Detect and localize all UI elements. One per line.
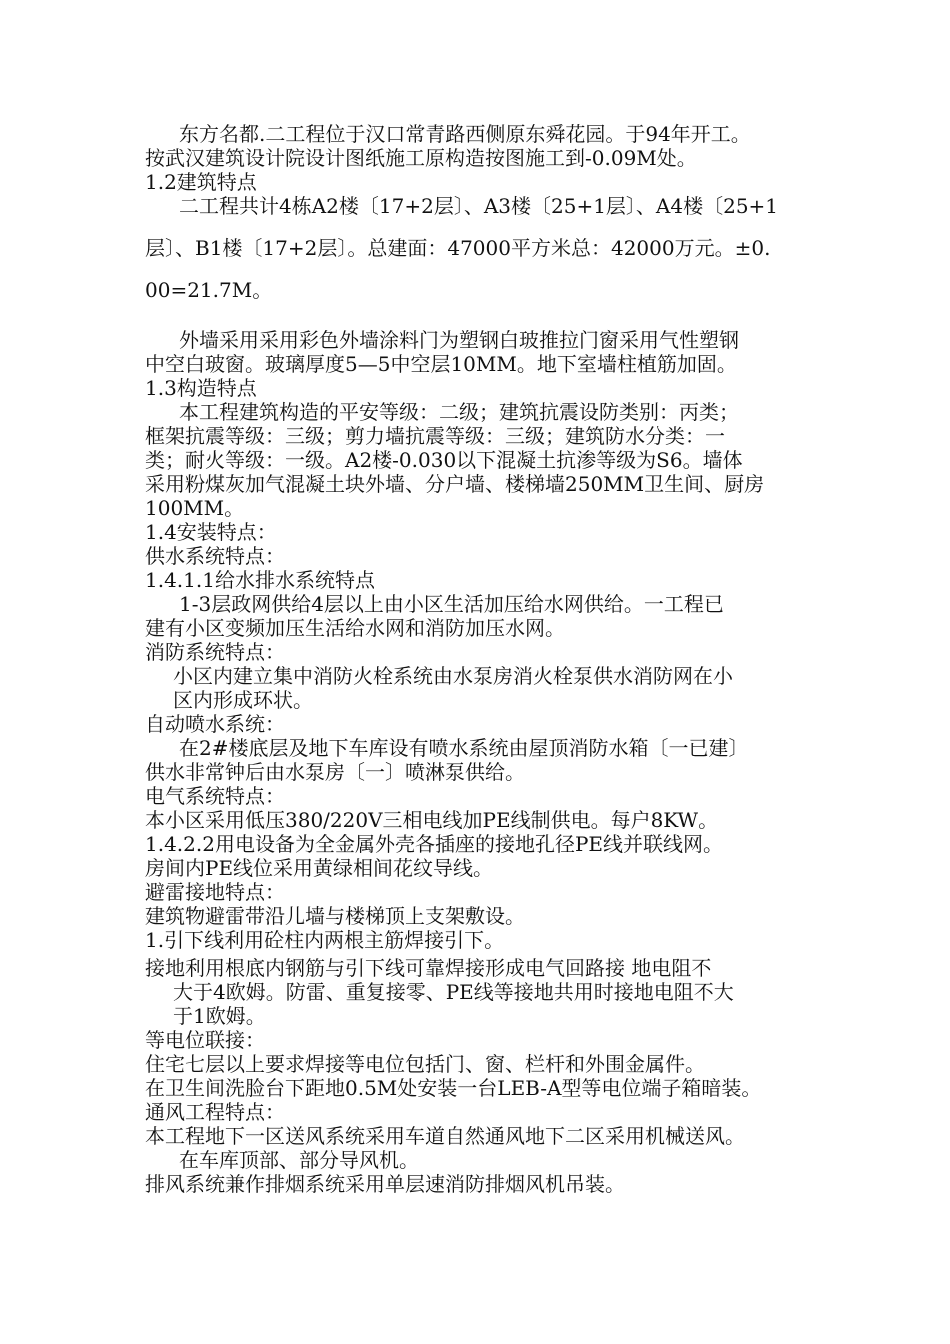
- paragraph-line: 东方名都.二工程位于汉口常青路西侧原东舜花园。于94年开工。: [179, 122, 751, 146]
- paragraph-line: 层〕、B1楼〔17+2层〕。总建面：47000平方米总：42000万元。±0.: [145, 236, 771, 260]
- section-heading-1-4-1-1: 1.4.1.1给水排水系统特点: [145, 568, 375, 592]
- paragraph-line: 本工程地下一区送风系统采用车道自然通风地下二区采用机械送风。: [145, 1124, 745, 1148]
- paragraph-line: 建筑物避雷带沿儿墙与楼梯顶上支架敷设。: [145, 904, 525, 928]
- paragraph-line: 按武汉建筑设计院设计图纸施工原构造按图施工到-0.09M处。: [145, 146, 697, 170]
- paragraph-line: 接地利用根底内钢筋与引下线可靠焊接形成电气回路接 地电阻不: [145, 956, 712, 980]
- subheading-water-supply: 供水系统特点：: [145, 544, 285, 568]
- paragraph-line: 在车库顶部、部分导风机。: [179, 1148, 419, 1172]
- paragraph-line: 于1欧姆。: [173, 1004, 266, 1028]
- paragraph-line: 类；耐火等级：一级。A2楼-0.030以下混凝土抗渗等级为S6。墙体: [145, 448, 743, 472]
- subheading-fire-system: 消防系统特点：: [145, 640, 285, 664]
- paragraph-line: 框架抗震等级：三级；剪力墙抗震等级：三级；建筑防水分类：一: [145, 424, 725, 448]
- paragraph-line: 本工程建筑构造的平安等级：二级；建筑抗震设防类别：丙类；: [179, 400, 739, 424]
- subheading-electrical: 电气系统特点：: [145, 784, 285, 808]
- section-heading-1-4: 1.4安装特点：: [145, 520, 277, 544]
- paragraph-line: 房间内PE线位采用黄绿相间花纹导线。: [145, 856, 494, 880]
- paragraph-line: 本小区采用低压380/220V三相电线加PE线制供电。每户8KW。: [145, 808, 719, 832]
- paragraph-line: 区内形成环状。: [173, 688, 313, 712]
- subheading-sprinkler: 自动喷水系统：: [145, 712, 285, 736]
- paragraph-line: 中空白玻窗。玻璃厚度5—5中空层10MM。地下室墙柱植筋加固。: [145, 352, 737, 376]
- paragraph-line: 小区内建立集中消防火栓系统由水泵房消火栓泵供水消防网在小: [173, 664, 733, 688]
- paragraph-line: 排风系统兼作排烟系统采用单层速消防排烟风机吊装。: [145, 1172, 625, 1196]
- paragraph-line: 00=21.7M。: [145, 278, 273, 302]
- subheading-lightning: 避雷接地特点：: [145, 880, 285, 904]
- subheading-equipotential: 等电位联接：: [145, 1028, 265, 1052]
- paragraph-line: 外墙采用采用彩色外墙涂料门为塑钢白玻推拉门窗采用气性塑钢: [179, 328, 739, 352]
- paragraph-line: 建有小区变频加压生活给水网和消防加压水网。: [145, 616, 565, 640]
- paragraph-line: 二工程共计4栋A2楼〔17+2层〕、A3楼〔25+1层〕、A4楼〔25+1: [179, 194, 779, 218]
- section-heading-1-2: 1.2建筑特点: [145, 170, 257, 194]
- paragraph-line: 100MM。: [145, 496, 245, 520]
- paragraph-line: 在卫生间洗脸台下距地0.5M处安装一台LEB-A型等电位端子箱暗装。: [145, 1076, 762, 1100]
- numbered-item-1: 1.引下线利用砼柱内两根主筋焊接引下。: [145, 928, 505, 952]
- document-body: [145, 122, 825, 1196]
- paragraph-line: 住宅七层以上要求焊接等电位包括门、窗、栏杆和外围金属件。: [145, 1052, 705, 1076]
- paragraph-line: 供水非常钟后由水泵房〔一〕喷淋泵供给。: [145, 760, 525, 784]
- section-heading-1-3: 1.3构造特点: [145, 376, 257, 400]
- paragraph-line: 1-3层政网供给4层以上由小区生活加压给水网供给。一工程已: [179, 592, 724, 616]
- subheading-ventilation: 通风工程特点：: [145, 1100, 285, 1124]
- paragraph-line: 在2#楼底层及地下车库设有喷水系统由屋顶消防水箱〔一已建〕: [179, 736, 749, 760]
- section-heading-1-4-2-2: 1.4.2.2用电设备为全金属外壳各插座的接地孔径PE线并联线网。: [145, 832, 724, 856]
- paragraph-line: 采用粉煤灰加气混凝土块外墙、分户墙、楼梯墙250MM卫生间、厨房: [145, 472, 765, 496]
- paragraph-line: 大于4欧姆。防雷、重复接零、PE线等接地共用时接地电阻不大: [173, 980, 734, 1004]
